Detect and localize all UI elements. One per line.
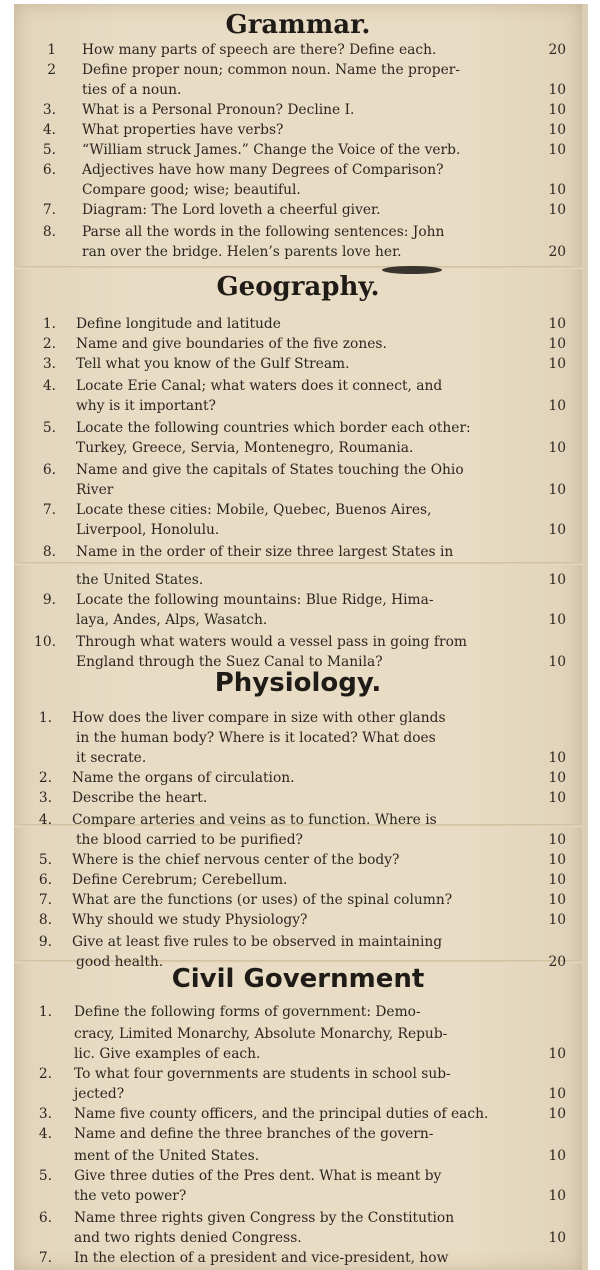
question-points: 10 <box>548 82 566 98</box>
question-line <box>14 1166 582 1186</box>
question-points: 10 <box>548 102 566 118</box>
question-line <box>14 1208 582 1228</box>
question-text: Locate Erie Canal; what waters does it connect, and <box>76 378 443 394</box>
question-line <box>14 1228 582 1248</box>
question-points: 10 <box>548 852 566 868</box>
question-points: 10 <box>548 122 566 138</box>
question-number: 3. <box>42 102 56 118</box>
question-points: 10 <box>548 336 566 352</box>
question-line <box>14 354 582 374</box>
question-points: 10 <box>548 482 566 498</box>
question-text: Name and give the capitals of States touching the Ohio <box>76 462 464 478</box>
question-text: What properties have verbs? <box>82 122 284 138</box>
question-text: Name the organs of circulation. <box>72 770 295 786</box>
question-number: 2. <box>38 770 52 786</box>
question-line <box>14 728 582 748</box>
question-text: Name and define the three branches of the govern- <box>74 1126 434 1142</box>
question-text: Diagram: The Lord loveth a cheerful giver. <box>82 202 381 218</box>
question-line <box>14 438 582 458</box>
question-text: Liverpool, Honolulu. <box>76 522 220 538</box>
question-number: 10. <box>34 634 56 650</box>
question-points: 10 <box>548 770 566 786</box>
question-points: 10 <box>548 1230 566 1246</box>
question-line <box>14 910 582 930</box>
question-text: Through what waters would a vessel pass in going from <box>76 634 467 650</box>
question-points: 10 <box>548 750 566 766</box>
question-number: 9. <box>42 592 56 608</box>
question-text: What is a Personal Pronoun? Decline I. <box>82 102 355 118</box>
question-points: 10 <box>548 892 566 908</box>
section-title: Civil Government <box>171 964 425 994</box>
question-text: it secrate. <box>76 750 147 766</box>
question-text: In the election of a president and vice-president, how <box>74 1250 449 1266</box>
question-line <box>14 1186 582 1206</box>
question-text: Where is the chief nervous center of the body? <box>72 852 400 868</box>
question-line <box>14 60 582 80</box>
question-number: 1. <box>38 710 52 726</box>
question-number: 2. <box>38 1066 52 1082</box>
question-points: 20 <box>548 244 566 260</box>
question-number: 2 <box>47 62 56 78</box>
question-points: 10 <box>548 398 566 414</box>
question-number: 8. <box>42 544 56 560</box>
question-number: 3. <box>42 356 56 372</box>
question-text: Why should we study Physiology? <box>72 912 308 928</box>
question-points: 10 <box>548 1086 566 1102</box>
question-number: 3. <box>38 1106 52 1122</box>
question-line <box>14 40 582 60</box>
question-text: How does the liver compare in size with other glands <box>72 710 446 726</box>
question-line <box>14 200 582 220</box>
question-points: 10 <box>548 1046 566 1062</box>
question-line <box>14 768 582 788</box>
question-line <box>14 570 582 590</box>
question-line <box>14 100 582 120</box>
question-line <box>14 890 582 910</box>
question-text: “William struck James.” Change the Voice of the verb. <box>82 142 461 158</box>
question-number: 7. <box>38 892 52 908</box>
paper-fold <box>14 266 582 269</box>
question-text: in the human body? Where is it located? What does <box>76 730 436 746</box>
question-text: the United States. <box>76 572 204 588</box>
question-text: Give at least five rules to be observed in maintaining <box>72 934 443 950</box>
question-number: 6. <box>38 1210 52 1226</box>
question-text: cracy, Limited Monarchy, Absolute Monarchy, Repub- <box>74 1026 448 1042</box>
question-points: 10 <box>548 440 566 456</box>
question-points: 20 <box>548 954 566 970</box>
question-text: ties of a noun. <box>82 82 182 98</box>
question-points: 10 <box>548 356 566 372</box>
question-line <box>14 610 582 630</box>
question-number: 1. <box>42 316 56 332</box>
question-number: 8. <box>42 224 56 240</box>
question-number: 5. <box>42 420 56 436</box>
question-line <box>14 520 582 540</box>
question-text: Name five county officers, and the principal duties of each. <box>74 1106 489 1122</box>
question-text: Define proper noun; common noun. Name the proper- <box>82 62 460 78</box>
question-points: 10 <box>548 202 566 218</box>
question-points: 10 <box>548 790 566 806</box>
question-line <box>14 460 582 480</box>
question-points: 20 <box>548 42 566 58</box>
question-line <box>14 1044 582 1064</box>
question-line <box>14 1064 582 1084</box>
question-line <box>14 1248 582 1268</box>
question-points: 10 <box>548 182 566 198</box>
question-text: Define the following forms of government: Demo- <box>74 1004 421 1020</box>
question-text: Describe the heart. <box>72 790 208 806</box>
question-line <box>14 590 582 610</box>
question-points: 10 <box>548 1106 566 1122</box>
question-line <box>14 160 582 180</box>
question-text: Define longitude and latitude <box>76 316 281 332</box>
question-text: jected? <box>74 1086 125 1102</box>
question-text: lic. Give examples of each. <box>74 1046 261 1062</box>
question-line <box>14 80 582 100</box>
question-line <box>14 396 582 416</box>
question-points: 10 <box>548 316 566 332</box>
question-text: and two rights denied Congress. <box>74 1230 302 1246</box>
question-number: 5. <box>42 142 56 158</box>
question-line <box>14 932 582 952</box>
question-line <box>14 1002 582 1022</box>
question-text: Compare good; wise; beautiful. <box>82 182 301 198</box>
question-text: Define Cerebrum; Cerebellum. <box>72 872 288 888</box>
question-text: the veto power? <box>74 1188 187 1204</box>
question-line <box>14 120 582 140</box>
question-line <box>14 314 582 334</box>
question-text: Give three duties of the Pres dent. What is meant by <box>74 1168 442 1184</box>
question-text: Locate the following mountains: Blue Ridge, Hima- <box>76 592 434 608</box>
question-line <box>14 1024 582 1044</box>
question-number: 4. <box>42 378 56 394</box>
section-title: Geography. <box>216 272 380 302</box>
question-points: 10 <box>548 832 566 848</box>
question-text: Name and give boundaries of the five zones. <box>76 336 387 352</box>
question-line <box>14 810 582 830</box>
question-text: River <box>76 482 114 498</box>
section-title: Grammar. <box>225 10 371 40</box>
question-text: To what four governments are students in school sub- <box>74 1066 451 1082</box>
question-number: 6. <box>42 162 56 178</box>
question-text: Locate the following countries which border each other: <box>76 420 471 436</box>
question-line <box>14 542 582 562</box>
question-text: Adjectives have how many Degrees of Comparison? <box>82 162 444 178</box>
question-text: Name three rights given Congress by the Constitution <box>74 1210 455 1226</box>
question-number: 7. <box>38 1250 52 1266</box>
question-text: How many parts of speech are there? Define each. <box>82 42 437 58</box>
question-line <box>14 222 582 242</box>
ink-smudge <box>382 266 442 274</box>
question-line <box>14 480 582 500</box>
exam-sheet <box>14 4 582 1270</box>
question-number: 4. <box>38 1126 52 1142</box>
question-number: 2. <box>42 336 56 352</box>
paper-edge <box>582 4 588 1270</box>
question-line <box>14 180 582 200</box>
paper-fold <box>14 562 582 565</box>
question-line <box>14 632 582 652</box>
question-number: 5. <box>38 852 52 868</box>
question-line <box>14 334 582 354</box>
question-number: 7. <box>42 202 56 218</box>
section-title: Physiology. <box>214 668 382 698</box>
question-number: 7. <box>42 502 56 518</box>
question-line <box>14 788 582 808</box>
question-line <box>14 870 582 890</box>
question-line <box>14 748 582 768</box>
question-text: laya, Andes, Alps, Wasatch. <box>76 612 268 628</box>
question-text: Parse all the words in the following sentences: John <box>82 224 445 240</box>
question-text: ment of the United States. <box>74 1148 260 1164</box>
question-text: Tell what you know of the Gulf Stream. <box>76 356 350 372</box>
question-number: 5. <box>38 1168 52 1184</box>
question-number: 6. <box>42 462 56 478</box>
question-points: 10 <box>548 612 566 628</box>
question-text: What are the functions (or uses) of the spinal column? <box>72 892 453 908</box>
question-points: 10 <box>548 654 566 670</box>
question-line <box>14 376 582 396</box>
question-line <box>14 1124 582 1144</box>
question-line <box>14 418 582 438</box>
question-number: 1 <box>47 42 56 58</box>
question-text: the blood carried to be purified? <box>76 832 303 848</box>
question-text: Name in the order of their size three largest States in <box>76 544 454 560</box>
question-number: 1. <box>38 1004 52 1020</box>
question-points: 10 <box>548 522 566 538</box>
question-line <box>14 140 582 160</box>
question-text: Turkey, Greece, Servia, Montenegro, Roumania. <box>76 440 414 456</box>
question-text: Compare arteries and veins as to function. Where is <box>72 812 437 828</box>
question-line <box>14 500 582 520</box>
question-line <box>14 242 582 262</box>
question-number: 6. <box>38 872 52 888</box>
question-line <box>14 830 582 850</box>
question-text: ran over the bridge. Helen’s parents love her. <box>82 244 402 260</box>
question-number: 4. <box>42 122 56 138</box>
question-points: 10 <box>548 872 566 888</box>
question-line <box>14 850 582 870</box>
question-text: Locate these cities: Mobile, Quebec, Buenos Aires, <box>76 502 432 518</box>
question-points: 10 <box>548 572 566 588</box>
question-points: 10 <box>548 142 566 158</box>
question-number: 8. <box>38 912 52 928</box>
question-text: good health. <box>76 954 164 970</box>
question-points: 10 <box>548 1188 566 1204</box>
question-points: 10 <box>548 1148 566 1164</box>
question-number: 4. <box>38 812 52 828</box>
question-points: 10 <box>548 912 566 928</box>
question-line <box>14 1084 582 1104</box>
question-line <box>14 1146 582 1166</box>
question-line <box>14 708 582 728</box>
question-number: 3. <box>38 790 52 806</box>
question-line <box>14 1104 582 1124</box>
question-number: 9. <box>38 934 52 950</box>
question-text: why is it important? <box>76 398 216 414</box>
question-text: England through the Suez Canal to Manila? <box>76 654 383 670</box>
